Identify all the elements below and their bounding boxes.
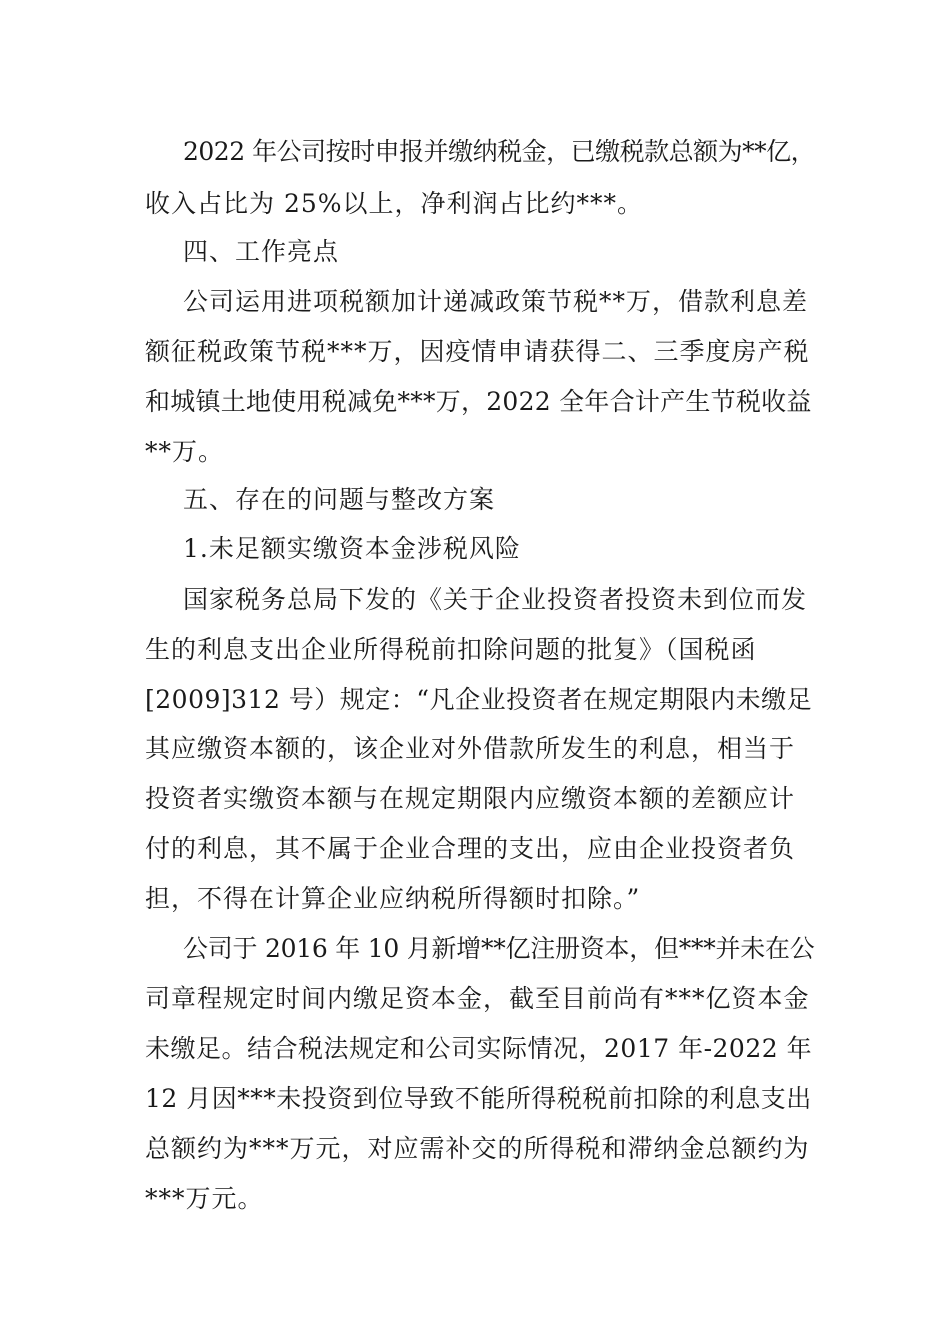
paragraph-4-line-6: ***万元。 <box>145 1184 264 1213</box>
paragraph-4-line-3: 未缴足。结合税法规定和公司实际情况，2017 年-2022 年 <box>145 1034 813 1063</box>
paragraph-4-line-2: 司章程规定时间内缴足资本金，截至目前尚有***亿资本金 <box>145 984 810 1013</box>
paragraph-4-line-5: 总额约为***万元，对应需补交的所得税和滞纳金总额约为 <box>145 1134 810 1163</box>
paragraph-1-line-1: 2022 年公司按时申报并缴纳税金，已缴税款总额为**亿， <box>183 137 816 166</box>
paragraph-3-line-6: 付的利息，其不属于企业合理的支出，应由企业投资者负 <box>145 834 796 863</box>
paragraph-3-line-5: 投资者实缴资本额与在规定期限内应缴资本额的差额应计 <box>145 784 796 813</box>
paragraph-3-line-2: 生的利息支出企业所得税前扣除问题的批复》（国税函 <box>145 635 757 664</box>
section-heading-5: 五、存在的问题与整改方案 <box>183 485 496 514</box>
paragraph-3-line-1: 国家税务总局下发的《关于企业投资者投资未到位而发 <box>183 585 808 614</box>
paragraph-4-line-1: 公司于 2016 年 10 月新增**亿注册资本，但***并未在公 <box>183 934 815 963</box>
paragraph-2-line-1: 公司运用进项税额加计递减政策节税**万，借款利息差 <box>183 287 809 316</box>
section-heading-4: 四、工作亮点 <box>183 237 340 266</box>
subheading-1: 1.未足额实缴资本金涉税风险 <box>183 534 521 563</box>
paragraph-2-line-3: 和城镇土地使用税减免***万，2022 全年合计产生节税收益 <box>145 387 812 416</box>
paragraph-2-line-4: **万。 <box>145 437 225 466</box>
paragraph-3-line-4: 其应缴资本额的，该企业对外借款所发生的利息，相当于 <box>145 734 796 763</box>
paragraph-2-line-2: 额征税政策节税***万，因疫情申请获得二、三季度房产税 <box>145 337 810 366</box>
paragraph-1-line-2: 收入占比为 25%以上，净利润占比约***。 <box>145 189 644 218</box>
paragraph-4-line-4: 12 月因***未投资到位导致不能所得税税前扣除的利息支出 <box>145 1084 812 1113</box>
paragraph-3-line-7: 担，不得在计算企业应纳税所得额时扣除。” <box>145 884 641 913</box>
paragraph-3-line-3: [2009]312 号）规定：“凡企业投资者在规定期限内未缴足 <box>145 685 813 714</box>
